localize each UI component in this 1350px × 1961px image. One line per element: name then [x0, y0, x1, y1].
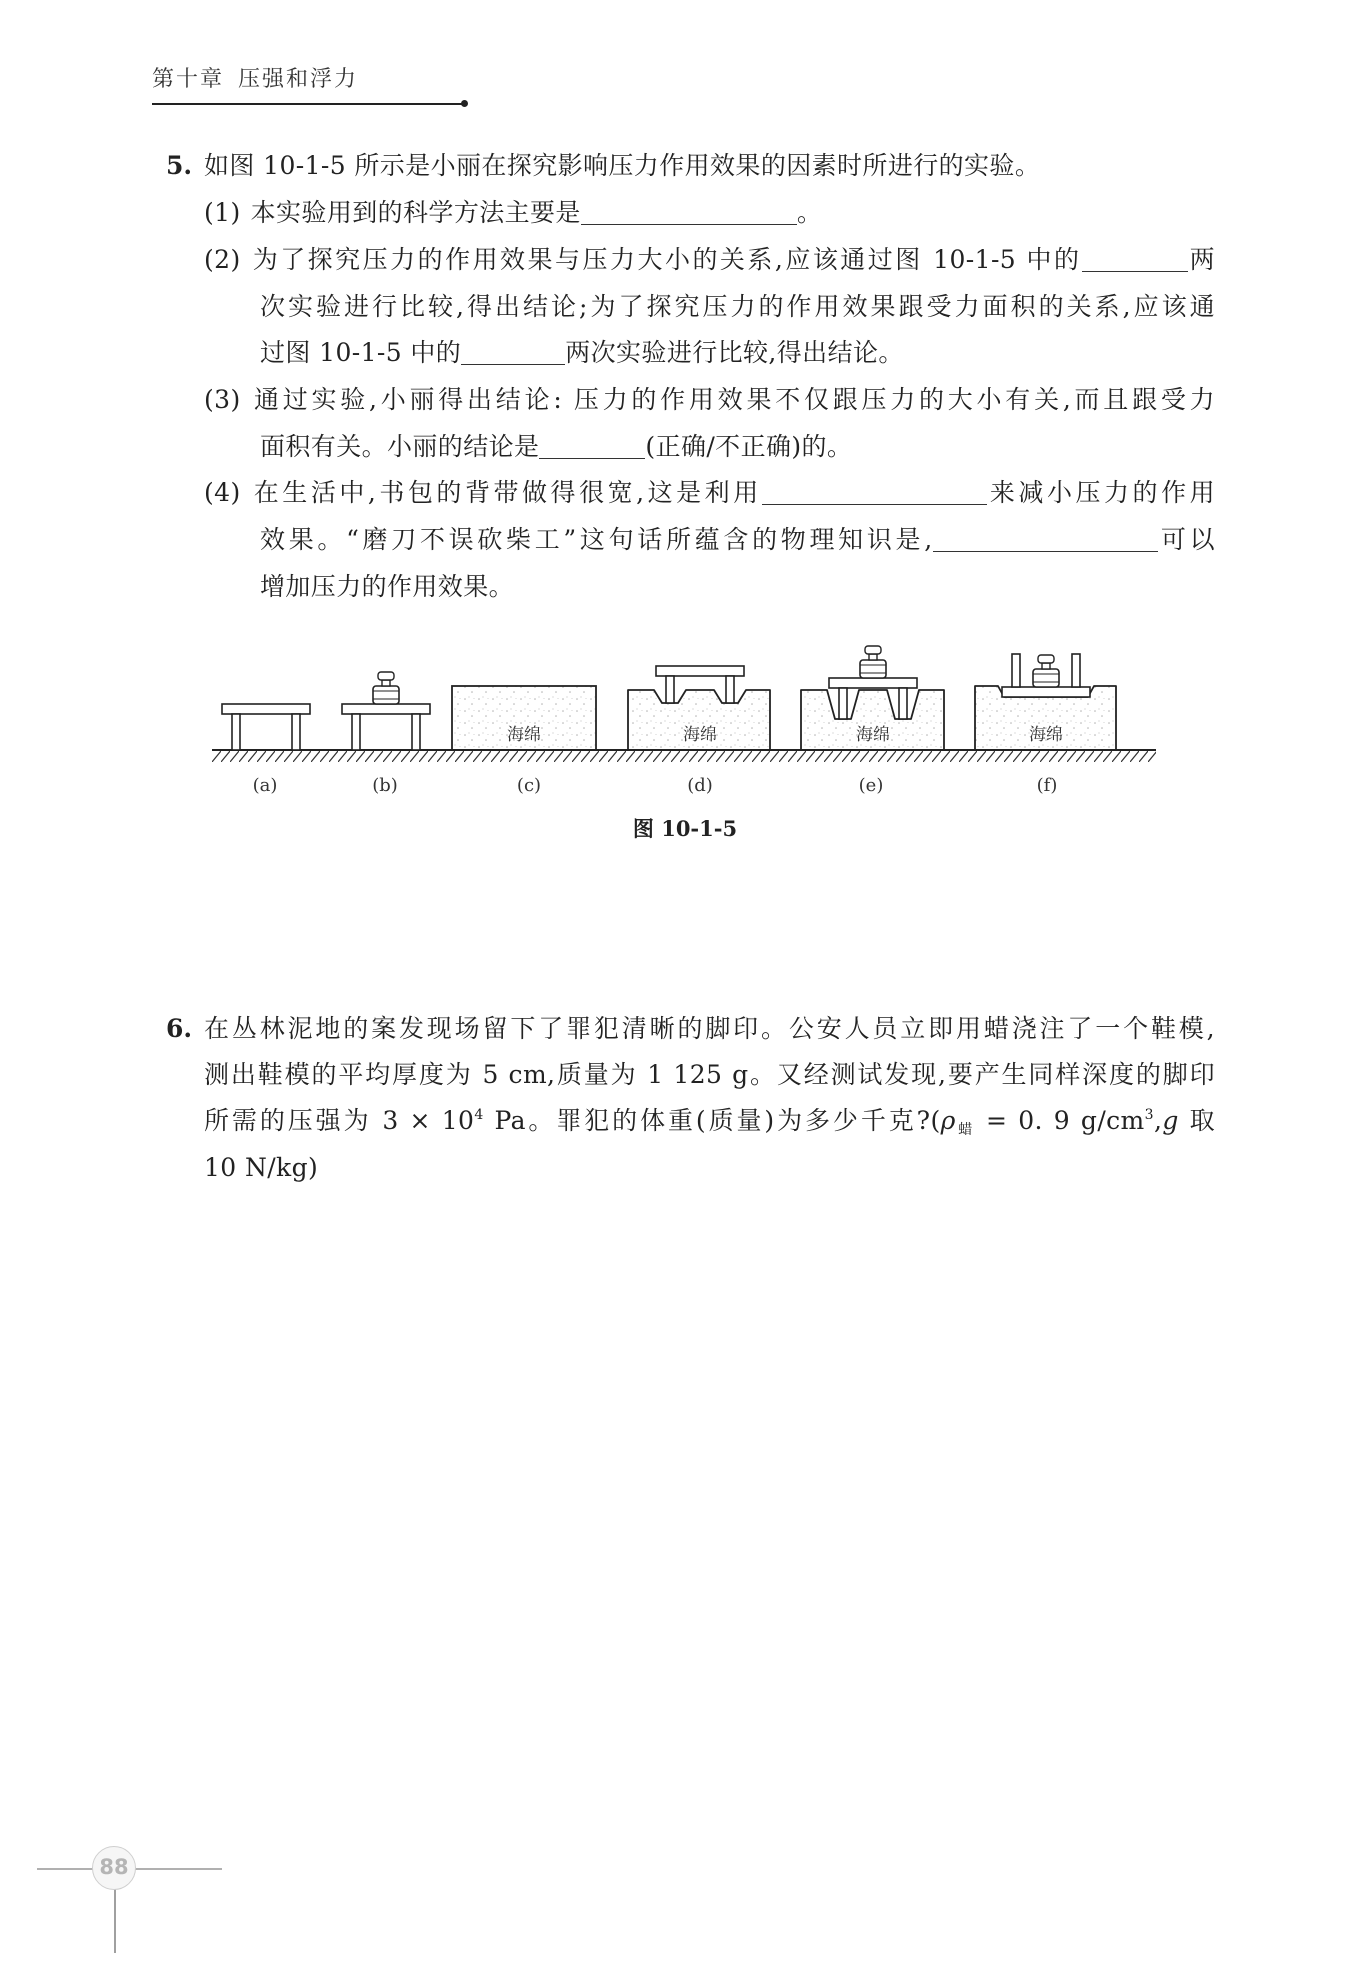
table-leg: [232, 714, 240, 750]
table-leg: [1012, 654, 1020, 687]
tabletop: [342, 704, 430, 714]
tabletop: [656, 666, 744, 676]
header-rule-dot: [461, 100, 468, 107]
answer-blank: [762, 484, 987, 505]
q5-part-4-label: (4): [204, 478, 241, 507]
header-rule: [152, 103, 464, 105]
page-number: 88: [92, 1846, 136, 1890]
q5-part-4-line-2: [260, 523, 1215, 557]
figure-10-1-5: [0, 620, 1350, 810]
q5-part-3-label: (3): [204, 385, 241, 414]
ground-hatching: [212, 751, 1156, 762]
running-header: [152, 66, 358, 94]
q5-part-4-text-b: 来减小压力的作用: [986, 478, 1215, 507]
table-leg: [899, 688, 907, 719]
sponge-label: 海绵: [507, 725, 541, 745]
question-6-number: 6.: [166, 1014, 193, 1043]
q5-part-4-line-3: 增加压力的作用效果。: [260, 572, 515, 601]
q5-part-3-text-c: (正确/不正确)的。: [645, 432, 853, 461]
tabletop: [829, 678, 917, 688]
q5-part-4-line-1: [204, 476, 1215, 510]
q5-part-3-text-a: 通过实验,小丽得出结论: 压力的作用效果不仅跟压力的大小有关,而且跟受力: [250, 385, 1215, 414]
weight-e: [860, 646, 886, 678]
q5-part-1-text: 本实验用到的科学方法主要是: [250, 198, 581, 227]
q5-part-3-line-2: [260, 430, 1215, 464]
q5-part-4-text-d: 可以: [1157, 525, 1215, 554]
q5-part-2-line-2: 次实验进行比较,得出结论;为了探究压力的作用效果跟受力面积的关系,应该通: [260, 292, 1215, 321]
q5-part-2-line-3: [260, 336, 1215, 370]
table-b: [342, 704, 430, 750]
table-leg: [666, 676, 674, 703]
q5-part-4-text-a: 在生活中,书包的背带做得很宽,这是利用: [250, 478, 762, 507]
chapter-number: 第十章: [152, 67, 225, 92]
q6-text-b: Pa。罪犯的体重(质量)为多少千克?(: [483, 1106, 941, 1135]
table-leg: [1072, 654, 1080, 687]
question-6-line-2: 测出鞋模的平均厚度为 5 cm,质量为 1 125 g。又经测试发现,要产生同样深度的脚印: [204, 1060, 1215, 1089]
q5-part-2-line-1: [204, 243, 1215, 277]
answer-blank: [933, 531, 1158, 552]
q5-part-2-text-b: 两: [1187, 245, 1215, 274]
question-6-line-3: [204, 1104, 1215, 1138]
question-5-number: 5.: [166, 151, 193, 180]
g-symbol: g: [1162, 1106, 1179, 1135]
rho-subscript: 蜡: [955, 1122, 976, 1138]
question-6-line-1: 在丛林泥地的案发现场留下了罪犯清晰的脚印。公安人员立即用蜡浇注了一个鞋模,: [204, 1014, 1215, 1043]
panel-label-a: (a): [252, 775, 278, 796]
tabletop: [1002, 687, 1090, 697]
panel-label-f: (f): [1036, 775, 1058, 796]
q5-part-2-text-d: 两次实验进行比较,得出结论。: [565, 338, 904, 367]
answer-blank: [539, 438, 645, 459]
panel-label-d: (d): [687, 775, 713, 796]
weight-f: [1033, 655, 1059, 687]
rho-symbol: ρ: [940, 1106, 956, 1135]
figure-caption: 图 10-1-5: [632, 816, 738, 841]
answer-blank: [1082, 251, 1188, 272]
answer-blank: [581, 204, 797, 225]
q6-text-e: 取: [1178, 1106, 1215, 1135]
tabletop: [222, 704, 310, 714]
table-leg: [726, 676, 734, 703]
q5-part-3-line-1: [204, 383, 1215, 417]
question-6-line-4: 10 N/kg): [204, 1153, 319, 1182]
q5-part-4-text-c: 效果。“磨刀不误砍柴工”这句话所蕴含的物理知识是,: [260, 525, 933, 554]
q5-part-3-text-b: 面积有关。小丽的结论是: [260, 432, 540, 461]
sponge-label: 海绵: [856, 725, 890, 745]
table-leg: [412, 714, 420, 750]
weight-b: [373, 672, 399, 704]
sponge-label: 海绵: [1029, 725, 1063, 745]
table-leg: [839, 688, 847, 719]
q6-text-c: = 0. 9 g/cm: [975, 1106, 1145, 1135]
table-a: [222, 704, 310, 750]
q5-part-2-text-c: 过图 10-1-5 中的: [260, 338, 462, 367]
q5-part-1: [204, 196, 1215, 230]
panel-label-e: (e): [858, 775, 884, 796]
sponge-label: 海绵: [683, 725, 717, 745]
question-5-stem: 如图 10-1-5 所示是小丽在探究影响压力作用效果的因素时所进行的实验。: [204, 151, 1041, 180]
q6-text-d: ,: [1153, 1106, 1163, 1135]
answer-blank: [461, 344, 565, 365]
q5-part-2-text-a: 为了探究压力的作用效果与压力大小的关系,应该通过图 10-1-5 中的: [250, 245, 1082, 274]
exponent: 3: [1144, 1107, 1154, 1123]
table-leg: [352, 714, 360, 750]
q5-part-1-end: 。: [796, 198, 823, 227]
q5-part-2-label: (2): [204, 245, 241, 274]
exponent: 4: [474, 1107, 484, 1123]
q6-text-a: 所需的压强为 3 × 10: [204, 1106, 475, 1135]
table-leg: [292, 714, 300, 750]
footer-rule-vertical: [114, 1889, 116, 1953]
q5-part-1-label: (1): [204, 198, 241, 227]
chapter-title: 压强和浮力: [238, 67, 359, 92]
panel-label-b: (b): [372, 775, 398, 796]
panel-label-c: (c): [516, 775, 542, 796]
